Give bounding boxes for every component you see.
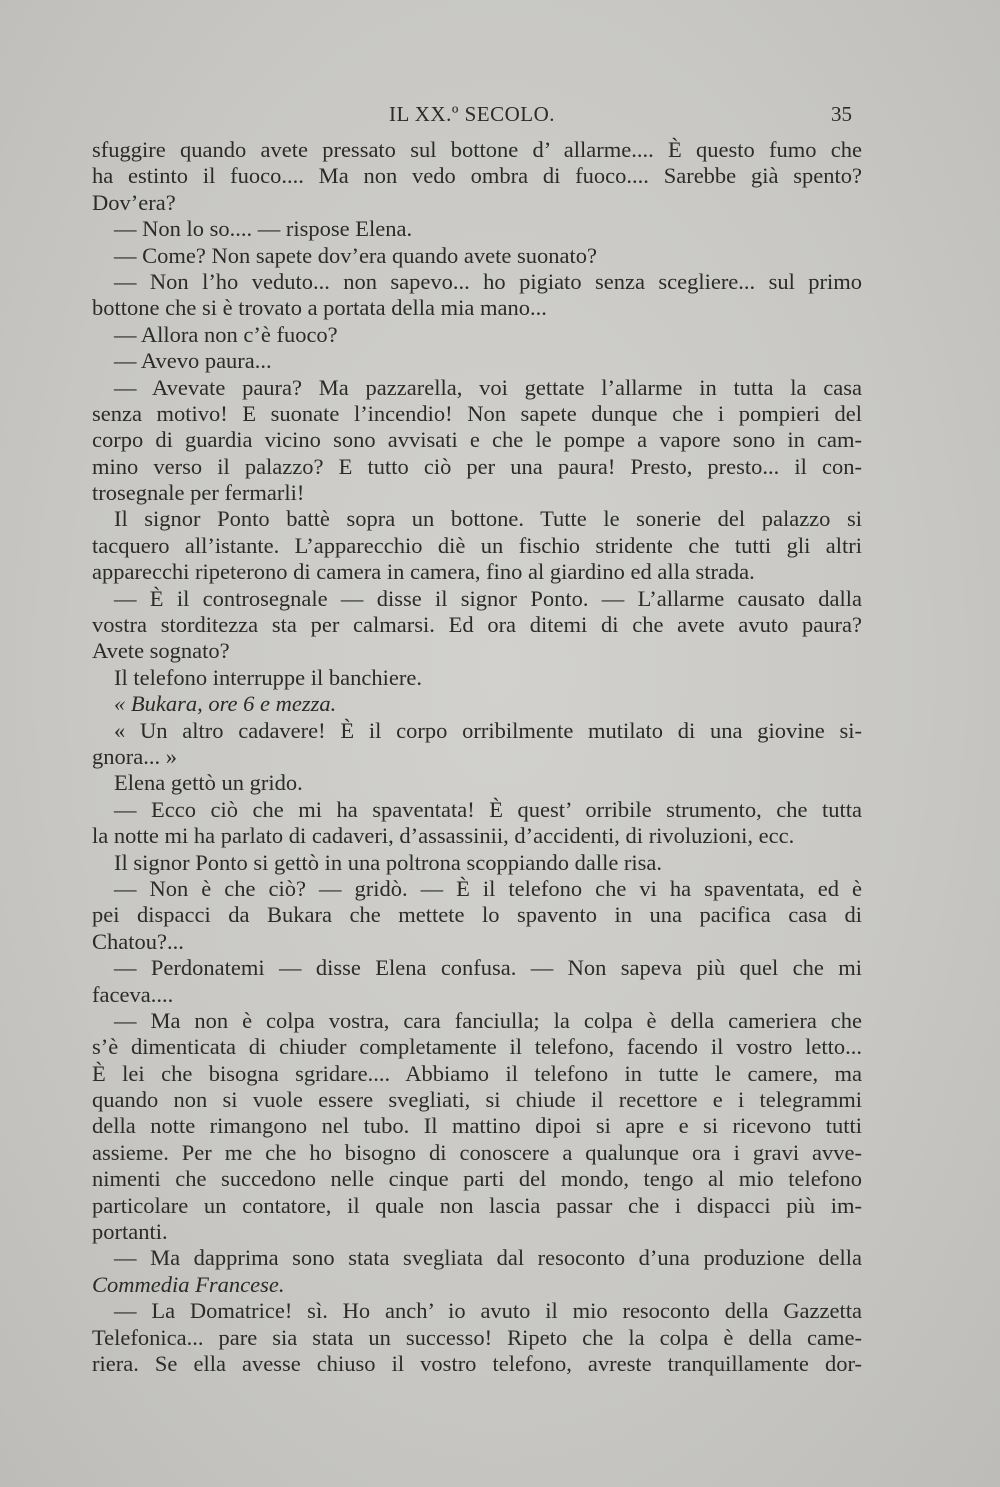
text-line: della notte rimangono nel tubo. Il mattino dipoi si apre e si ricevono tutti (92, 1113, 862, 1139)
text-line: assieme. Per me che ho bisogno di conoscere a qualunque ora i gravi avve- (92, 1139, 862, 1165)
text-line: vostra storditezza sta per calmarsi. Ed ora ditemi di che avete avuto paura? (92, 612, 862, 638)
text-line: Avete sognato? (92, 638, 230, 664)
text-line: Telefonica... pare sia stata un successo! Ripeto che la colpa è della came- (92, 1324, 862, 1350)
text-line: — Non l’ho veduto... non sapevo... ho pigiato senza scegliere... sul primo (114, 268, 862, 294)
text-line: Il signor Ponto battè sopra un bottone. Tutte le sonerie del palazzo si (114, 506, 862, 532)
running-title: IL XX.º SECOLO. (388, 102, 556, 126)
text-line: « Bukara, ore 6 e mezza. (114, 691, 337, 717)
text-line: — Non è che ciò? — gridò. — È il telefono che vi ha spaventata, ed è (114, 875, 862, 901)
text-line: — Come? Non sapete dov’era quando avete suonato? (114, 242, 597, 268)
text-line: — Ecco ciò che mi ha spaventata! È quest’ orribile strumento, che tutta (114, 796, 862, 822)
text-line: quando non si vuole essere svegliati, si chiude il recettore e i telegrammi (92, 1087, 862, 1113)
text-line: sfuggire quando avete pressato sul bottone d’ allarme.... È questo fumo che (92, 137, 862, 162)
text-line: Commedia Francese. (92, 1271, 285, 1297)
text-line: « Un altro cadavere! È il corpo orribilmente mutilato di una giovine si- (114, 717, 862, 743)
text-line: — Ma dapprima sono stata svegliata dal resoconto d’una produzione della (114, 1245, 862, 1271)
text-line: Elena gettò un grido. (114, 770, 303, 796)
text-line: pei dispacci da Bukara che mettete lo spavento in una pacifica casa di (92, 902, 862, 928)
text-line: portanti. (92, 1219, 168, 1245)
text-line: faceva.... (92, 981, 174, 1007)
text-line: mino verso il palazzo? E tutto ciò per una paura! Presto, presto... il con- (92, 453, 862, 479)
text-line: tacquero all’istante. L’apparecchio diè un fischio stridente che tutti gli altri (92, 532, 862, 558)
text-line: Il signor Ponto si gettò in una poltrona scoppiando dalle risa. (114, 849, 663, 875)
text-line: ha estinto il fuoco.... Ma non vedo ombra di fuoco.... Sarebbe già spento? (92, 163, 862, 189)
text-line: s’è dimenticata di chiuder completamente il telefono, facendo il vostro letto... (92, 1034, 862, 1060)
text-line: Dov’era? (92, 189, 176, 215)
text-line: — Perdonatemi — disse Elena confusa. — Non sapeva più quel che mi (114, 955, 862, 981)
body-text (92, 137, 862, 1377)
text-line: Chatou?... (92, 928, 184, 954)
text-line: Il telefono interruppe il banchiere. (114, 664, 422, 690)
text-line: riera. Se ella avesse chiuso il vostro telefono, avreste tranquillamente dor- (92, 1350, 862, 1376)
text-line: — Allora non c’è fuoco? (114, 321, 338, 347)
text-line: particolare un contatore, il quale non lascia passar che i dispacci più im- (92, 1192, 862, 1218)
text-line: bottone che si è trovato a portata della mia mano... (92, 295, 547, 321)
text-line: — Ma non è colpa vostra, cara fanciulla; la colpa è della cameriera che (114, 1007, 862, 1033)
text-line: gnora... » (92, 743, 177, 769)
text-line: — Avevo paura... (114, 348, 272, 374)
text-line: corpo di guardia vicino sono avvisati e che le pompe a vapore sono in cam- (92, 427, 862, 453)
text-line: — Avevate paura? Ma pazzarella, voi gettate l’allarme in tutta la casa (114, 374, 862, 400)
text-line: trosegnale per fermarli! (92, 480, 305, 506)
text-line: senza motivo! E suonate l’incendio! Non sapete dunque che i pompieri del (92, 400, 862, 426)
text-line: È lei che bisogna sgridare.... Abbiamo il telefono in tutte le camere, ma (92, 1060, 862, 1086)
text-line: — È il controsegnale — disse il signor Ponto. — L’allarme causato dalla (114, 585, 862, 611)
text-line: apparecchi ripeterono di camera in camera, fino al giardino ed alla strada. (92, 559, 755, 585)
text-line: — Non lo so.... — rispose Elena. (114, 216, 413, 242)
page-header (92, 102, 852, 132)
text-line: la notte mi ha parlato di cadaveri, d’assassinii, d’accidenti, di rivoluzioni, ecc. (92, 823, 795, 849)
text-line: — La Domatrice! sì. Ho anch’ io avuto il mio resoconto della Gazzetta (114, 1298, 862, 1324)
text-line: nimenti che succedono nelle cinque parti del mondo, tengo al mio telefono (92, 1166, 862, 1192)
page-number: 35 (831, 102, 852, 126)
